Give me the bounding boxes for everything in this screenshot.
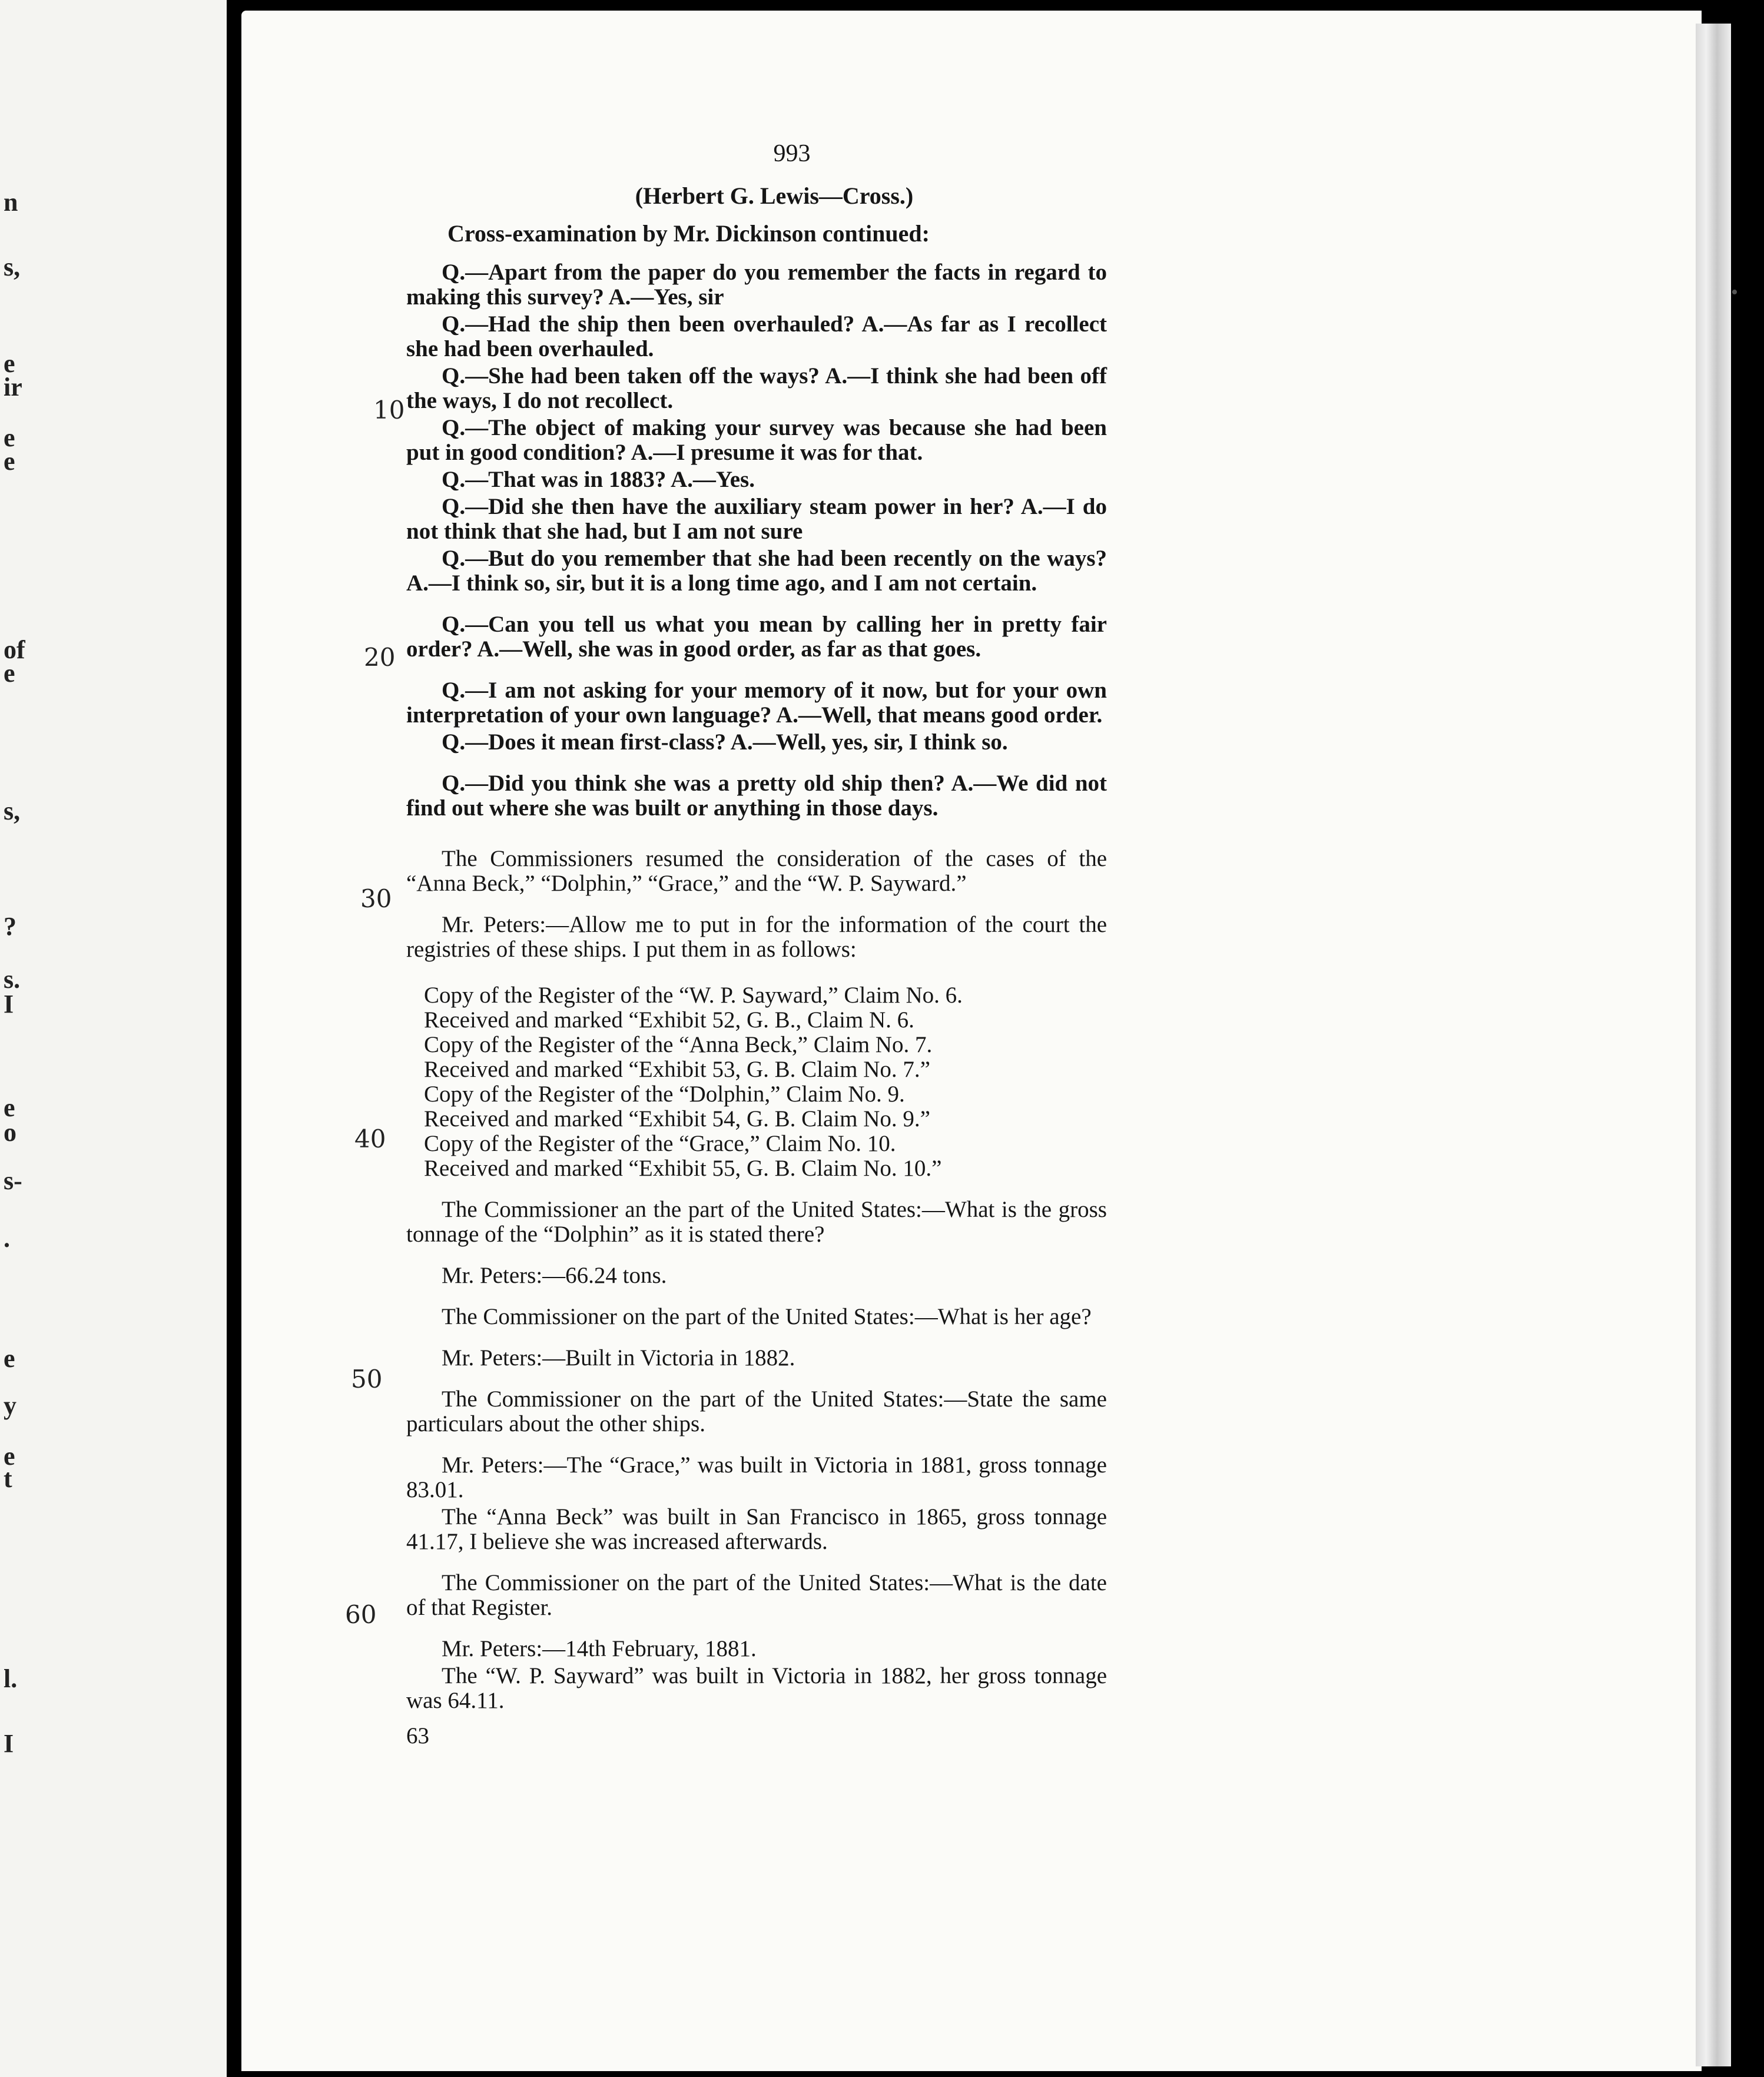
exhibit-line: Copy of the Register of the “Dolphin,” Claim No. 9. [424,1081,905,1107]
qa-paragraph: Q.—That was in 1883? A.—Yes. [442,467,755,492]
exhibit-line: Received and marked “Exhibit 55, G. B. Claim No. 10.” [424,1156,942,1181]
margin-fragment: e [4,423,15,452]
margin-fragment: e [4,349,15,378]
line-number: 30 [360,884,392,913]
line-number: 10 [373,396,405,424]
qa-paragraph: Q.—Can you tell us what you mean by calling her in pretty fair order? A.—Well, she was in good order, as far as that goes. [406,612,1107,662]
exhibit-line: Received and marked “Exhibit 53, G. B. Claim No. 7.” [424,1057,930,1082]
qa-paragraph: Q.—Does it mean first-class? A.—Well, yes, sir, I think so. [442,729,1008,755]
margin-fragment: l. [4,1664,18,1693]
qa-paragraph: Q.—She had been taken off the ways? A.—I think she had been off the ways, I do not recollect. [406,363,1107,413]
margin-fragment: I [4,1729,14,1758]
margin-fragment: e [4,659,15,688]
peters-intro: Mr. Peters:—Allow me to put in for the information of the court the registries of these ships. I put them in as follows: [406,912,1107,962]
exhibit-line: Received and marked “Exhibit 52, G. B., Claim N. 6. [424,1007,914,1033]
facing-page [0,0,227,2077]
margin-fragment: of [4,635,25,664]
margin-fragment: o [4,1118,16,1147]
dialogue-paragraph: The Commissioner on the part of the United States:—What is the date of that Register. [406,1570,1107,1620]
qa-paragraph: Q.—Did you think she was a pretty old ship then? A.—We did not find out where she was built or anything in those days. [406,771,1107,821]
stray-mark: • [1731,281,1738,303]
exhibit-line: Copy of the Register of the “W. P. Sayward,” Claim No. 6. [424,983,963,1008]
margin-fragment: e [4,1093,15,1122]
page-content [406,141,1107,1748]
dialogue-paragraph: The “W. P. Sayward” was built in Victoria in 1882, her gross tonnage was 64.11. [406,1663,1107,1713]
page-edge [1696,24,1731,2066]
margin-fragment: s. [4,965,21,994]
line-number: 20 [364,643,396,672]
section-heading: Cross-examination by Mr. Dickinson continued: [447,220,930,247]
margin-fragment: e [4,447,15,476]
margin-fragment: ir [4,373,22,402]
margin-fragment: s, [4,797,21,825]
dialogue-paragraph: Mr. Peters:—Built in Victoria in 1882. [442,1345,795,1371]
running-head: (Herbert G. Lewis—Cross.) [635,183,914,209]
margin-fragment: s- [4,1166,22,1195]
page-number: 993 [773,140,811,167]
exhibit-line: Received and marked “Exhibit 54, G. B. Claim No. 9.” [424,1106,930,1132]
margin-fragment: n [4,188,18,217]
qa-paragraph: Q.—Apart from the paper do you remember the facts in regard to making this survey? A.—Yes, sir [406,260,1107,310]
dialogue-paragraph: The Commissioner on the part of the United States:—What is her age? [442,1304,1092,1329]
exhibit-line: Copy of the Register of the “Grace,” Claim No. 10. [424,1131,896,1156]
margin-fragment: . [4,1224,10,1253]
qa-paragraph: Q.—The object of making your survey was because she had been put in good condition? A.—I presume it was for that. [406,415,1107,465]
qa-paragraph: Q.—Did she then have the auxiliary steam power in her? A.—I do not think that she had, but I am not sure [406,494,1107,544]
margin-fragment: t [4,1464,12,1493]
dialogue-paragraph: Mr. Peters:—14th February, 1881. [442,1636,757,1661]
signature-mark: 63 [406,1723,429,1748]
dialogue-paragraph: Mr. Peters:—66.24 tons. [442,1263,667,1288]
margin-fragment: e [4,1442,15,1471]
qa-paragraph: Q.—But do you remember that she had been recently on the ways? A.—I think so, sir, but it is a long time ago, and I am not certain. [406,546,1107,596]
margin-fragment: I [4,990,14,1018]
margin-fragment: s, [4,253,21,281]
qa-paragraph: Q.—I am not asking for your memory of it now, but for your own interpretation of your own language? A.—Well, that means good order. [406,678,1107,728]
line-number: 50 [351,1365,383,1393]
margin-fragment: e [4,1344,15,1373]
line-number: 60 [345,1600,377,1629]
exhibit-line: Copy of the Register of the “Anna Beck,” Claim No. 7. [424,1032,933,1057]
dialogue-paragraph: The Commissioner on the part of the United States:—State the same particulars about the other ships. [406,1386,1107,1436]
margin-fragment: y [4,1391,16,1420]
line-number: 40 [354,1124,386,1153]
exhibit-list [424,983,1107,1181]
resumed-paragraph: The Commissioners resumed the consideration of the cases of the “Anna Beck,” “Dolphin,” “Grace,” and the “W. P. Sayward.” [406,846,1107,896]
dialogue-paragraph: Mr. Peters:—The “Grace,” was built in Victoria in 1881, gross tonnage 83.01. [406,1452,1107,1502]
qa-paragraph: Q.—Had the ship then been overhauled? A.—As far as I recollect she had been overhauled. [406,311,1107,361]
dialogue-paragraph: The “Anna Beck” was built in San Francisco in 1865, gross tonnage 41.17, I believe she was increased afterwards. [406,1504,1107,1554]
margin-fragment: ? [4,912,16,941]
dialogue-paragraph: The Commissioner an the part of the United States:—What is the gross tonnage of the “Dolphin” as it is stated there? [406,1197,1107,1247]
